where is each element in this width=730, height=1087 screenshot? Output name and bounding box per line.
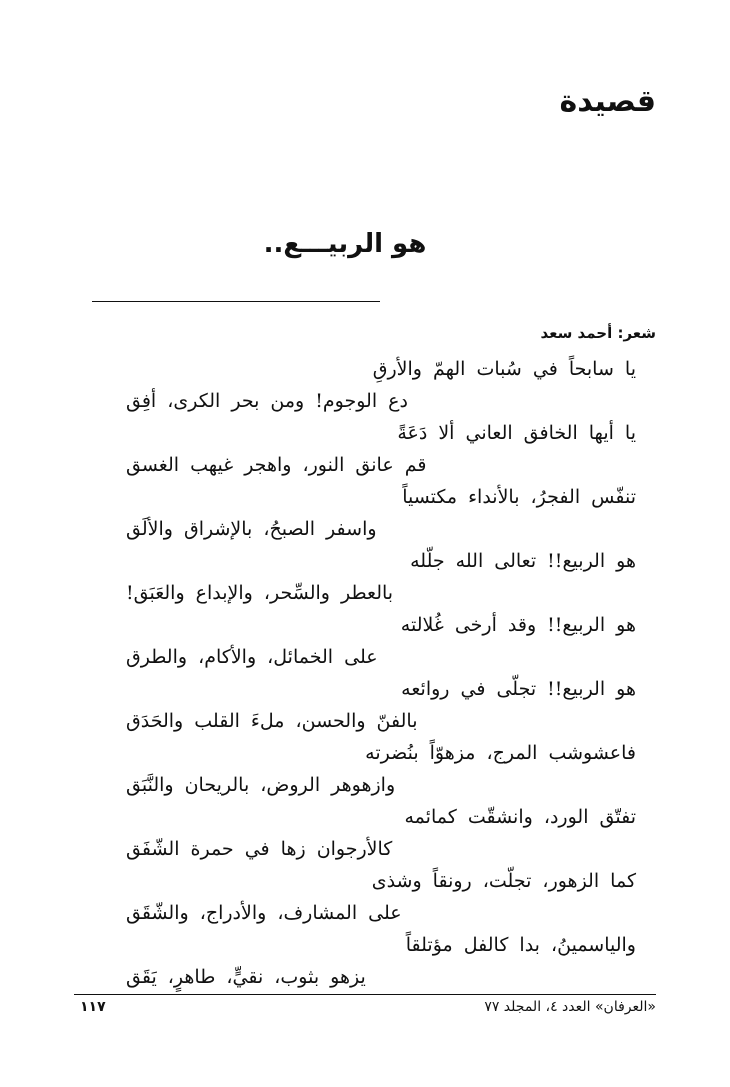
verse-line: دع الوجوم! ومن بحر الكرى، أفِق <box>126 390 408 412</box>
verse-line: هو الربيع!! تجلّى في روائعه <box>401 678 636 700</box>
footer-divider <box>74 994 656 995</box>
verse-line: بالعطر والسِّحر، والإبداع والعَبَق! <box>126 582 394 604</box>
verse-line: قم عانق النور، واهجر غيهب الغسق <box>126 454 427 476</box>
verse-line: كالأرجوان زها في حمرة الشّفَق <box>126 838 393 860</box>
verse-line: يا أيها الخافق العاني ألا دَعَةً <box>397 422 636 444</box>
verse-line: يا سابحاً في سُبات الهمّ والأرقِ <box>372 358 636 380</box>
journal-reference: «العرفان» العدد ٤، المجلد ٧٧ <box>484 999 656 1015</box>
page-number: ١١٧ <box>80 999 106 1015</box>
verse-line: وازهوهر الروض، بالريحان والنَّبَق <box>126 774 396 796</box>
verse-line: تنفّس الفجرُ، بالأنداء مكتسياً <box>402 486 636 508</box>
verse-line: بالفنّ والحسن، ملءَ القلب والحَدَق <box>126 710 418 732</box>
verse-line: تفتّق الورد، وانشقّت كمائمه <box>404 806 636 828</box>
verse-line: واسفر الصبحُ، بالإشراق والألَق <box>126 518 377 540</box>
verse-line: يزهو بثوب، نقيٍّ، طاهرٍ، يَقَق <box>126 966 366 988</box>
verse-line: فاعشوشب المرج، مزهوّاً بنُضرته <box>365 742 636 764</box>
verse-line: على المشارف، والأدراج، والشّقَق <box>126 902 402 924</box>
title-divider <box>92 301 380 302</box>
verse-line: هو الربيع!! تعالى الله جلّله <box>410 550 636 572</box>
verse-line: هو الربيع!! وقد أرخى غُلالته <box>400 614 636 636</box>
verse-line: على الخمائل، والأكام، والطرق <box>126 646 378 668</box>
verse-line: كما الزهور، تجلّت، رونقاً وشذى <box>371 870 636 892</box>
poem-title: هو الربيـــع.. <box>263 229 427 259</box>
verse-line: والياسمينُ، بدا كالفل مؤتلقاً <box>405 934 636 956</box>
poem-author: شعر: أحمد سعد <box>540 324 656 342</box>
section-title: قصيدة <box>559 84 656 119</box>
